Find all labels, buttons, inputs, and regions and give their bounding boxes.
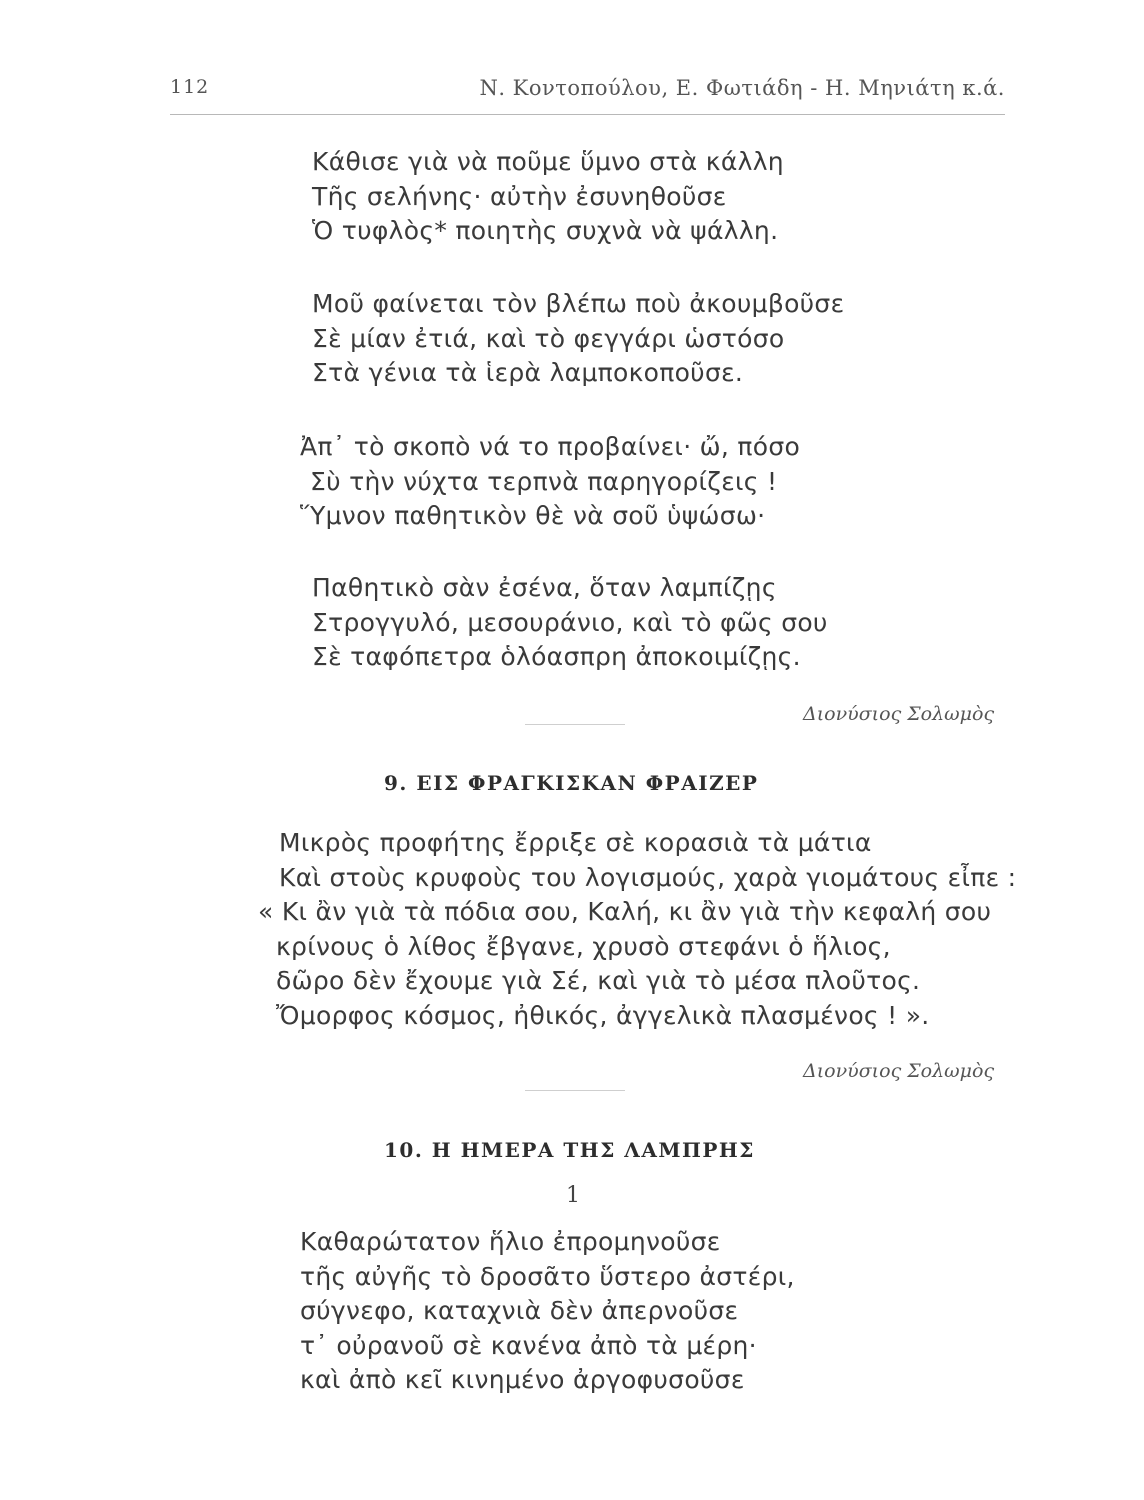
- poem-line: δῶρο δὲν ἔχουμε γιὰ Σέ, καὶ γιὰ τὸ μέσα πλοῦτος.: [276, 966, 921, 995]
- poem-line: τῆς αὐγῆς τὸ δροσᾶτο ὕστερο ἀστέρι,: [300, 1261, 795, 1291]
- poem-line: « Κι ἂν γιὰ τὰ πόδια σου, Καλή, κι ἂν γιὰ τὴν κεφαλή σου: [258, 897, 992, 926]
- section-heading: 9. ΕΙΣ ΦΡΑΓΚΙΣΚΑΝ ΦΡΑΙΖΕΡ: [384, 771, 759, 795]
- poem-line: Μικρὸς προφήτης ἔρριξε σὲ κορασιὰ τὰ μάτια: [279, 828, 872, 857]
- page-header: [170, 70, 1005, 115]
- poem1-stanza1: [312, 145, 784, 249]
- poem-line: Στρογγυλό, μεσουράνιο, καὶ τὸ φῶς σου: [312, 607, 828, 637]
- poem-line: Καθαρώτατον ἥλιο ἐπρομηνοῦσε: [300, 1227, 721, 1256]
- poem-line: Καὶ στοὺς κρυφοὺς του λογισμούς, χαρὰ γιομάτους εἶπε :: [279, 862, 1017, 892]
- poem-line: σύγνεφο, καταχνιὰ δὲν ἀπερνοῦσε: [300, 1296, 739, 1325]
- poem-line: Στὰ γένια τὰ ἱερὰ λαμποκοποῦσε.: [312, 358, 744, 387]
- author-signature: Διονύσιος Σολωμὸς: [803, 703, 995, 725]
- poem-line: Ὁ τυφλὸς* ποιητὴς συχνὰ νὰ ψάλλη.: [312, 216, 779, 245]
- poem-line: Σὲ μίαν ἐτιά, καὶ τὸ φεγγάρι ὡστόσο: [312, 323, 785, 353]
- poem1-stanza3: [300, 430, 800, 534]
- running-head: Ν. Κοντοπούλου, Ε. Φωτιάδη - Η. Μηνιάτη κ.ά.: [479, 76, 1005, 100]
- poem-line: Παθητικὸ σὰν ἐσένα, ὅταν λαμπίζῃς: [312, 573, 777, 602]
- poem1-stanza2: [312, 287, 844, 391]
- poem-line: Ὕμνον παθητικὸν θὲ νὰ σοῦ ὑψώσω·: [300, 501, 766, 530]
- poem-line: καὶ ἀπὸ κεῖ κινημένο ἀργοφυσοῦσε: [300, 1365, 745, 1394]
- section10-poem: [300, 1225, 795, 1398]
- poem-line: Μοῦ φαίνεται τὸν βλέπω ποὺ ἀκουμβοῦσε: [312, 289, 845, 318]
- poem-line: τ᾿ οὐρανοῦ σὲ κανένα ἀπὸ τὰ μέρη·: [300, 1330, 757, 1360]
- poem-line: Σὲ ταφόπετρα ὁλόασπρη ἀποκοιμίζῃς.: [312, 642, 801, 671]
- page-number: 112: [170, 76, 210, 98]
- poem-line: Κάθισε γιὰ νὰ ποῦμε ὕμνο στὰ κάλλη: [312, 147, 784, 176]
- divider: [525, 1090, 625, 1091]
- poem-line: Ἀπ᾿ τὸ σκοπὸ νά το προβαίνει· ὤ, πόσο: [300, 432, 801, 461]
- poem-line: Σὺ τὴν νύχτα τερπνὰ παρηγορίζεις !: [310, 466, 778, 496]
- part-number: 1: [566, 1183, 580, 1208]
- poem1-stanza4: [312, 571, 828, 675]
- poem-line: κρίνους ὁ λίθος ἔβγανε, χρυσὸ στεφάνι ὁ ἥλιος,: [276, 931, 891, 961]
- poem-line: Τῆς σελήνης· αὐτὴν ἐσυνηθοῦσε: [312, 181, 727, 211]
- divider: [525, 724, 625, 725]
- poem-line: Ὄμορφος κόσμος, ἠθικός, ἀγγελικὰ πλασμένος ! ».: [276, 1000, 930, 1030]
- section9-poem: [258, 826, 1016, 1033]
- section-heading: 10. Η ΗΜΕΡΑ ΤΗΣ ΛΑΜΠΡΗΣ: [384, 1138, 755, 1162]
- author-signature: Διονύσιος Σολωμὸς: [803, 1060, 995, 1082]
